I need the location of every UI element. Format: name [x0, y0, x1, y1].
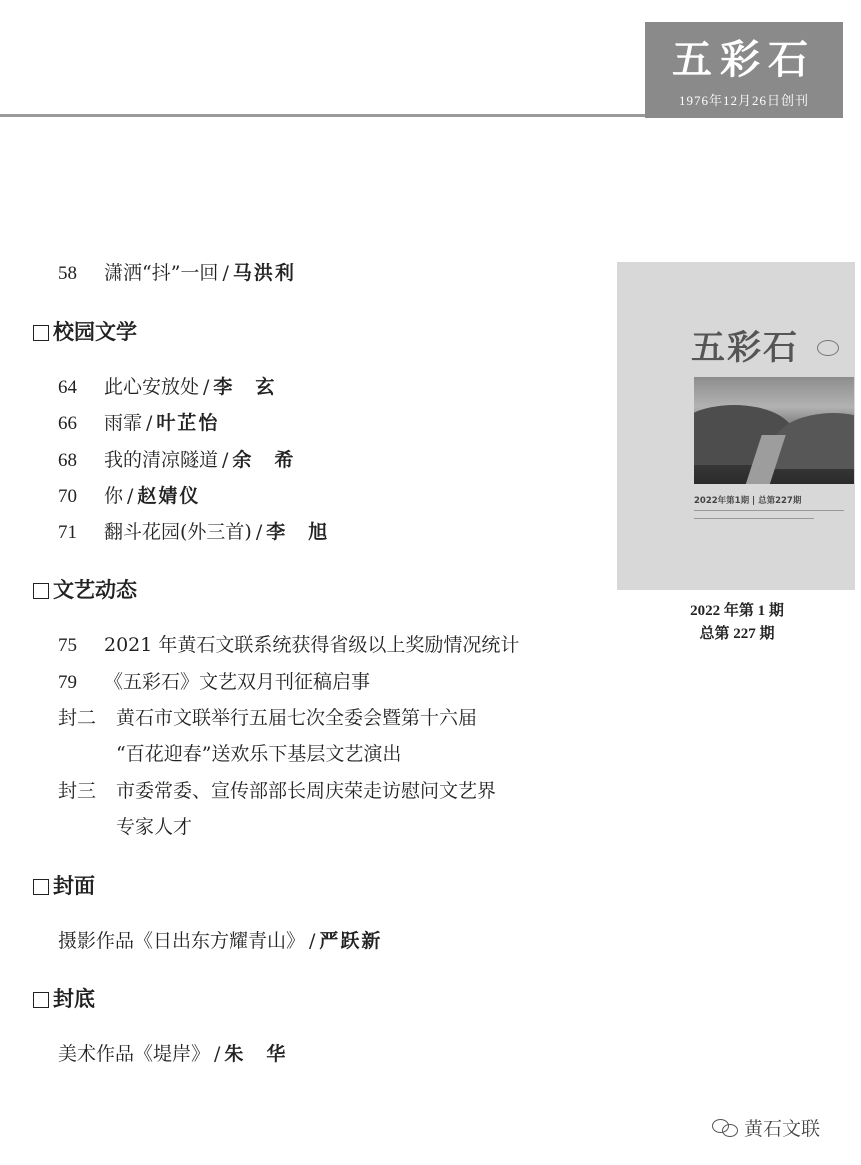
toc-entry — [58, 705, 477, 732]
page-number: 70 — [58, 486, 77, 507]
toc-entry: 71 翻斗花园(外三首) / 李 旭 — [58, 519, 329, 546]
toc-entry — [58, 669, 370, 696]
entry-title-continued: “百花迎春”送欢乐下基层文艺演出 — [116, 743, 402, 765]
cover-photo — [694, 377, 854, 484]
wechat-watermark — [712, 1114, 820, 1141]
entry-title: 潇洒“抖”一回 — [104, 262, 219, 284]
page-number: 封二 — [58, 708, 97, 729]
toc-entry: 摄影作品《日出东方耀青山》 / 严跃新 — [58, 930, 383, 952]
entry-author: 余 希 — [232, 449, 296, 471]
header-rule — [0, 114, 645, 117]
entry-author: 严跃新 — [319, 930, 383, 952]
entry-title: 市委常委、宣传部部长周庆荣走访慰问文艺界 — [116, 780, 497, 802]
toc-entry: 70 你 / 赵婧仪 — [58, 483, 200, 510]
cover-thumbnail — [617, 262, 855, 590]
issue-number: 2022 年第 1 期 — [690, 603, 784, 619]
wechat-icon — [712, 1119, 740, 1137]
page-number: 68 — [58, 450, 77, 471]
page-number: 79 — [58, 672, 77, 693]
toc-entry: 58 潇洒“抖”一回 / 马洪利 — [58, 260, 296, 287]
section-heading-front-cover: 封面 — [33, 872, 95, 900]
watermark-text: 黄石文联 — [744, 1118, 821, 1140]
cover-issue-line: 2022年第1期 | 总第227期 — [694, 496, 802, 506]
entry-title: 摄影作品《日出东方耀青山》 — [58, 930, 306, 952]
toc-entry — [58, 632, 519, 659]
toc-entry: 68 我的清凉隧道 / 余 希 — [58, 447, 295, 474]
page-number: 58 — [58, 263, 77, 284]
section-heading-campus: 校园文学 — [33, 318, 137, 346]
entry-title: 雨霏 — [104, 412, 143, 434]
toc-entry — [58, 778, 496, 805]
toc-entry: 64 此心安放处 / 李 玄 — [58, 374, 276, 401]
toc-entry: 66 雨霏 / 叶芷怡 — [58, 410, 219, 437]
toc-entry-continued — [116, 741, 401, 767]
cover-title: 五彩石 — [691, 328, 799, 368]
entry-title: 《五彩石》文艺双月刊征稿启事 — [104, 671, 371, 693]
square-bullet-icon — [33, 583, 49, 599]
section-heading-back-cover: 封底 — [33, 985, 95, 1013]
toc-entry-continued — [116, 814, 192, 840]
square-bullet-icon — [33, 879, 49, 895]
entry-author: 叶芷怡 — [156, 412, 220, 434]
toc-entry: 美术作品《堤岸》 / 朱 华 — [58, 1043, 288, 1065]
entry-title-continued: 专家人才 — [116, 816, 193, 838]
issue-total: 总第 227 期 — [699, 626, 775, 642]
entry-author: 马洪利 — [232, 262, 296, 284]
entry-title: 你 — [104, 485, 124, 507]
square-bullet-icon — [33, 992, 49, 1008]
page-number: 封三 — [58, 781, 97, 802]
entry-title: 美术作品《堤岸》 — [58, 1043, 211, 1065]
entry-title: 我的清凉隧道 — [104, 449, 219, 471]
masthead-title: 五彩石 — [672, 36, 816, 83]
seal-icon — [817, 340, 839, 356]
entry-title: 此心安放处 — [104, 376, 200, 398]
entry-title: 翻斗花园(外三首) — [104, 521, 252, 543]
page-number: 64 — [58, 377, 77, 398]
entry-author: 朱 华 — [224, 1043, 288, 1065]
square-bullet-icon — [33, 325, 49, 341]
entry-author: 李 玄 — [213, 376, 277, 398]
page-number: 66 — [58, 413, 77, 434]
entry-author: 李 旭 — [266, 521, 330, 543]
page-number: 71 — [58, 522, 77, 543]
masthead — [645, 22, 843, 118]
section-heading-arts-news: 文艺动态 — [33, 576, 137, 604]
masthead-founded: 1976年12月26日创刊 — [678, 93, 809, 108]
entry-title: 黄石市文联举行五届七次全委会暨第十六届 — [116, 707, 478, 729]
entry-author: 赵婧仪 — [137, 485, 201, 507]
entry-title: 2021 年黄石文联系统获得省级以上奖励情况统计 — [104, 634, 520, 656]
page-number: 75 — [58, 635, 77, 656]
